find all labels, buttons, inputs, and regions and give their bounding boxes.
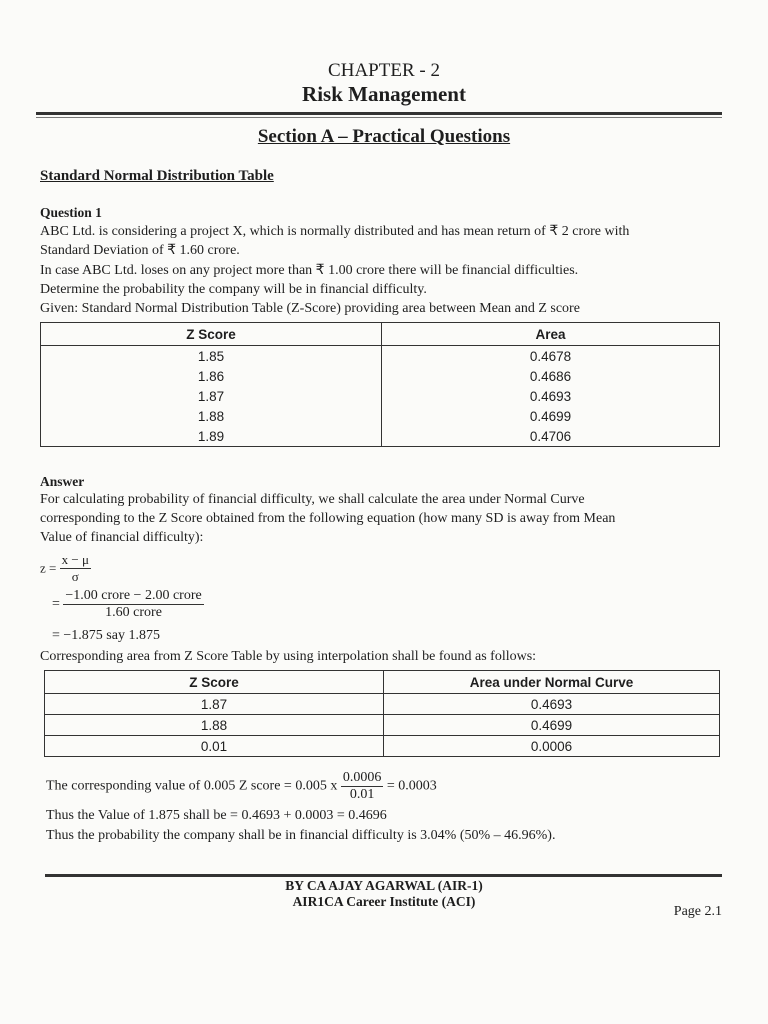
fraction: $\frac{\text{−1.00 crore − 2.00 crore}}{\text{1.60 crore}}$ — [65, 588, 202, 620]
answer-label: Answer — [40, 474, 85, 489]
text-line: Determine the probability the company will be in financial difficulty. — [40, 282, 427, 297]
interpolation-table — [44, 670, 720, 757]
footer-author: BY CA AJAY AGARWAL (AIR-1) — [285, 878, 483, 893]
answer-paragraph — [40, 490, 716, 547]
table-row — [41, 386, 720, 406]
question-paragraph-1 — [40, 222, 716, 260]
cell: 1.88 — [45, 715, 384, 736]
cell: 0.0006 — [384, 736, 720, 757]
given-text: Given: Standard Normal Distribution Table (Z-Score) providing area between Mean and Z score — [40, 301, 580, 316]
header-area: Area — [382, 323, 720, 346]
conclusion-line-2: Thus the Value of 1.875 shall be = 0.4693 + 0.0003 = 0.4696 — [46, 808, 387, 823]
table-row — [45, 694, 720, 715]
conclusion-line-3: Thus the probability the company shall be in financial difficulty is 3.04% (50% – 46.96%). — [46, 828, 556, 843]
conclusion-line-1: The corresponding value of 0.005 Z score = 0.005 x $\frac{0.0006}{0.01}$ = 0.0003 — [46, 770, 437, 802]
cell: 1.87 — [45, 694, 384, 715]
subheading: Standard Normal Distribution Table — [40, 168, 274, 184]
cell: 0.4693 — [384, 694, 720, 715]
section-title: Section A – Practical Questions — [257, 126, 511, 147]
table-row — [41, 426, 720, 447]
text-line: ABC Ltd. is considering a project X, which is normally distributed and has mean return of ₹ 2 crore with — [40, 224, 630, 239]
table-row — [41, 366, 720, 386]
header-z-score: Z Score — [41, 323, 382, 346]
header-z-score: Z Score — [45, 671, 384, 694]
cell: 1.86 — [41, 366, 382, 386]
page-number: Page 2.1 — [673, 904, 722, 919]
chapter-title: Risk Management — [302, 82, 466, 106]
chapter-number: CHAPTER - 2 — [328, 60, 440, 81]
table-row — [41, 406, 720, 426]
footer-institute: AIR1CA Career Institute (ACI) — [292, 894, 476, 909]
text-line: Value of financial difficulty): — [40, 530, 204, 545]
table-header-row — [45, 671, 720, 694]
fraction: $\frac{0.0006}{0.01}$ — [342, 770, 382, 802]
interpolation-intro: Corresponding area from Z Score Table by using interpolation shall be found as follows: — [40, 649, 537, 664]
question-label: Question 1 — [40, 205, 102, 220]
question-paragraph-2 — [40, 261, 716, 299]
fraction: $\frac{x - \mu}{\sigma}$ — [61, 552, 89, 584]
cell: 0.4699 — [384, 715, 720, 736]
cell: 1.88 — [41, 406, 382, 426]
cell: 0.4699 — [382, 406, 720, 426]
formula-lhs: z = — [40, 560, 57, 576]
cell: 0.4706 — [382, 426, 720, 447]
header-area: Area under Normal Curve — [384, 671, 720, 694]
z-substitution: = $\frac{\text{−1.00 crore − 2.00 crore}}{\text{1.60 crore}}$ — [52, 588, 202, 620]
z-formula — [40, 552, 91, 585]
header-divider — [36, 112, 722, 115]
text-line: For calculating probability of financial difficulty, we shall calculate the area under Normal Curve — [40, 492, 585, 507]
header-divider-thin — [36, 117, 722, 118]
cell: 1.85 — [41, 346, 382, 367]
cell: 1.89 — [41, 426, 382, 447]
table-header-row — [41, 323, 720, 346]
cell: 0.4686 — [382, 366, 720, 386]
text-line: Standard Deviation of ₹ 1.60 crore. — [40, 243, 240, 258]
cell: 0.4678 — [382, 346, 720, 367]
footer-divider — [45, 874, 722, 877]
z-result: = −1.875 say 1.875 — [52, 628, 160, 643]
z-score-table — [40, 322, 720, 447]
table-row — [41, 346, 720, 367]
cell: 0.01 — [45, 736, 384, 757]
table-row — [45, 736, 720, 757]
table-row — [45, 715, 720, 736]
text-line: corresponding to the Z Score obtained from the following equation (how many SD is away from Mean — [40, 511, 616, 526]
cell: 0.4693 — [382, 386, 720, 406]
cell: 1.87 — [41, 386, 382, 406]
text-line: In case ABC Ltd. loses on any project more than ₹ 1.00 crore there will be financial difficulties. — [40, 263, 579, 278]
